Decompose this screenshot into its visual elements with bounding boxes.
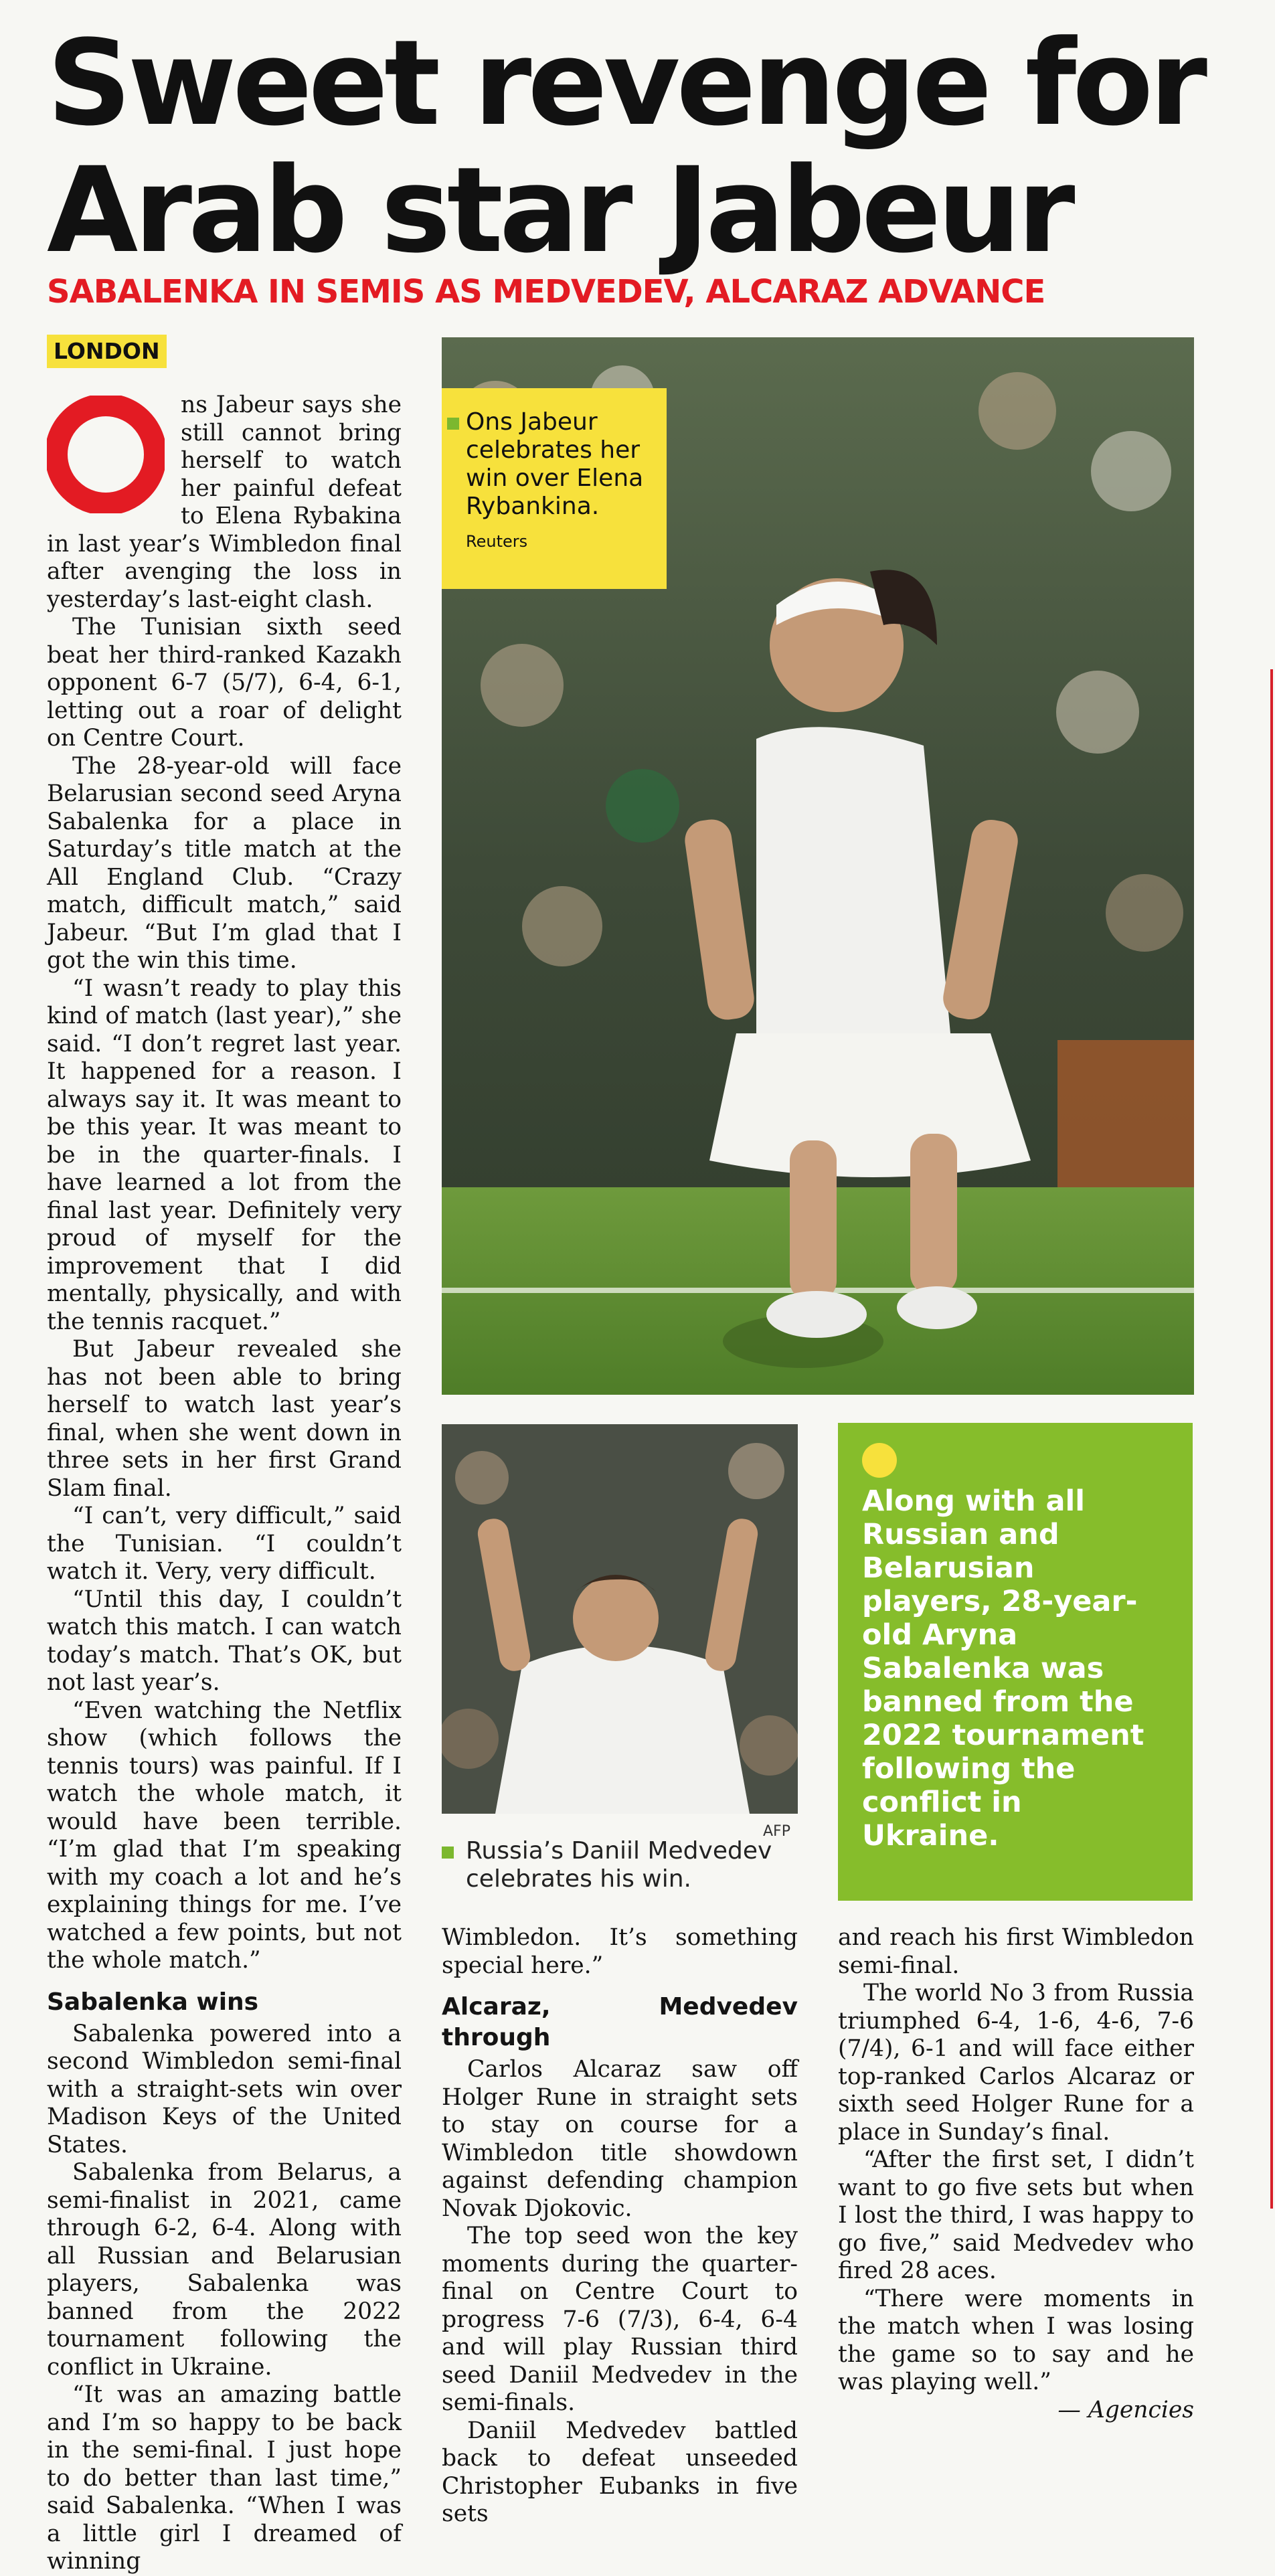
- pull-quote-text: Along with all Russian and Belarusian players, 28-year-old Aryna Sabalenka was banned from the 2022 tournament following the conflict in Ukraine.: [862, 1484, 1144, 1853]
- paragraph: “I can’t, very difficult,” said the Tunisian. “I couldn’t watch it. Very, very difficult.: [47, 1502, 402, 1585]
- paragraph: But Jabeur revealed she has not been able to bring herself to watch last year’s final, when she went down in three sets in her first Grand Slam final.: [47, 1336, 402, 1502]
- pull-quote-box: [838, 1423, 1193, 1901]
- drop-cap: [47, 396, 165, 513]
- paragraph: The top seed won the key moments during the quarter-final on Centre Court to progress 7-6 (7/3), 6-4, 6-4 and will play Russian third seed Daniil Medvedev in the semi-finals.: [442, 2223, 798, 2416]
- paragraph: “After the first set, I didn’t want to go five sets but when I lost the third, I was happy to go five,” said Medvedev who fired 28 aces.: [838, 2146, 1194, 2284]
- section-subtitle: Sabalenka wins: [47, 1988, 259, 2016]
- paragraph: The Tunisian sixth seed beat her third-ranked Kazakh opponent 6-7 (5/7), 6-4, 6-1, letting out a roar of delight on Centre Court.: [47, 614, 402, 752]
- paragraph: Sabalenka powered into a second Wimbledon semi-final with a straight-sets win over Madison Keys of the United States.: [47, 2020, 402, 2158]
- paragraph: “There were moments in the match when I was losing the game so to say and he was playing well.”: [838, 2285, 1194, 2395]
- photo-credit: AFP: [763, 1823, 790, 1840]
- headline: Sweet revenge for Arab star Jabeur: [47, 15, 1203, 279]
- caption-marker-icon: [442, 1847, 454, 1859]
- paragraph: Carlos Alcaraz saw off Holger Rune in straight sets to stay on course for a Wimbledon title showdown against defending champion Novak Djokovic.: [442, 2056, 798, 2222]
- column-1: [47, 392, 402, 2576]
- paragraph: ns Jabeur says she still cannot bring herself to watch her painful defeat to Elena Rybakina in last year’s Wimbledon final after avenging the loss in yesterday’s last-eight clash.: [47, 392, 402, 613]
- dateline: LONDON: [47, 335, 167, 368]
- paragraph: Sabalenka from Belarus, a semi-finalist in 2021, came through 6-2, 6-4. Along with all Russian and Belarusian players, Sabalenka was banned from the 2022 tournament following the conflict in Ukraine.: [47, 2159, 402, 2381]
- main-photo: [442, 337, 1194, 1395]
- paragraph: The world No 3 from Russia triumphed 6-4, 1-6, 4-6, 7-6 (7/4), 6-1 and will face either top-ranked Carlos Alcaraz or sixth seed Holger Rune for a place in Sunday’s final.: [838, 1980, 1194, 2146]
- paragraph: The 28-year-old will face Belarusian second seed Aryna Sabalenka for a place in Saturday’s title match at the All England Club. “Crazy match, difficult match,” said Jabeur. “But I’m glad that I got the win this time.: [47, 752, 402, 974]
- caption-text: Ons Jabeur celebrates her win over Elena Rybankina.: [466, 408, 644, 520]
- medvedev-photo: [442, 1424, 798, 1814]
- paragraph: Wimbledon. It’s something special here.”: [442, 1924, 798, 1979]
- agency-signature: — Agencies: [1057, 2396, 1194, 2423]
- column-3: [838, 1924, 1194, 2424]
- caption-text: Russia’s Daniil Medvedev celebrates his win.: [466, 1837, 772, 1893]
- paragraph: Daniil Medvedev battled back to defeat unseeded Christopher Eubanks in five sets: [442, 2417, 798, 2527]
- column-2: [442, 1924, 798, 2528]
- photo-caption: [442, 388, 667, 589]
- paragraph: “It was an amazing battle and I’m so happy to be back in the semi-final. I just hope to do better than last time,” said Sabalenka. “When I was a little girl I dreamed of winning: [47, 2381, 402, 2575]
- photo-credit: Reuters: [466, 532, 528, 551]
- paragraph: “Until this day, I couldn’t watch this match. I can watch today’s match. That’s OK, but not last year’s.: [47, 1585, 402, 1696]
- paragraph: “I wasn’t ready to play this kind of match (last year),” she said. “I don’t regret last year. It happened for a reason. I always say it. It was meant to be this year. It was meant to be in the quarter-finals. I have learned a lot from the final last year. Definitely very proud of myself for the improvement that I did mentally, physically, and with the tennis racquet.”: [47, 974, 402, 1335]
- subheadline: SABALENKA IN SEMIS AS MEDVEDEV, ALCARAZ ADVANCE: [47, 273, 1045, 311]
- section-subtitle: Alcaraz, Medvedev through: [442, 1993, 798, 2051]
- paragraph: and reach his first Wimbledon semi-final.: [838, 1924, 1194, 1979]
- medvedev-photo-illustration: [442, 1424, 798, 1814]
- page-edge-rule: [1270, 669, 1273, 2209]
- yellow-dot-icon: [862, 1443, 897, 1478]
- caption-marker-icon: [447, 418, 459, 430]
- paragraph: “Even watching the Netflix show (which follows the tennis tours) was painful. If I watch the whole match, it would have been terrible. “I’m glad that I’m speaking with my coach a lot and he’s explaining things for me. I’ve watched a few points, but not the whole match.”: [47, 1697, 402, 1974]
- photo-caption: [442, 1837, 803, 1893]
